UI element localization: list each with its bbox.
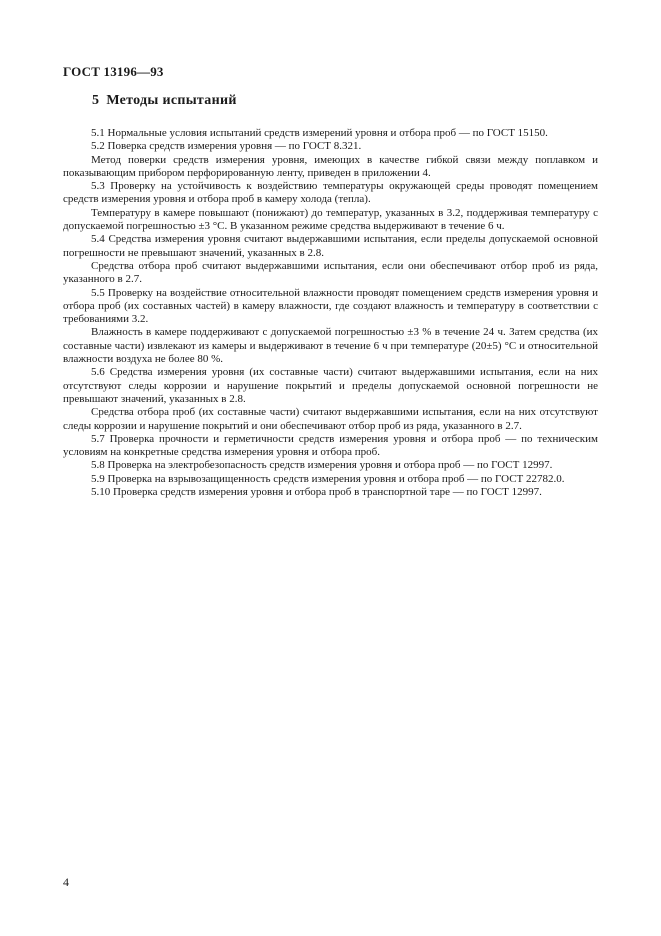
section-heading [92, 93, 237, 109]
paragraph: 5.5 Проверку на воздействие относительной влажности проводят помещением средств измерения уровня и отбора проб (их составных частей) в камеру влажности, где создают влажность и температуру в соответствии с требованиями 3.2. [63, 286, 598, 326]
paragraph: 5.8 Проверка на электробезопасность средств измерения уровня и отбора проб — по ГОСТ 12997. [91, 459, 553, 472]
paragraph: Метод поверки средств измерения уровня, имеющих в качестве гибкой связи между поплавком и показывающим прибором перфорированную ленту, приведен в приложении 4. [63, 153, 598, 179]
section-title-text: Методы испытаний [106, 93, 237, 108]
paragraph: 5.10 Проверка средств измерения уровня и отбора проб в транспортной таре — по ГОСТ 12997. [91, 486, 542, 499]
paragraph: 5.3 Проверку на устойчивость к воздействию температуры окружающей среды проводят помещением средств измерения уровня и отбора проб в камеру холода (тепла). [63, 180, 598, 206]
paragraph: Средства отбора проб (их составные части) считают выдержавшими испытания, если на них отсутствуют следы коррозии и нарушение покрытий и они обеспечивают отбор проб из ряда, указанного в 2.7. [63, 406, 598, 432]
paragraph: Средства отбора проб считают выдержавшими испытания, если они обеспечивают отбор проб из ряда, указанного в 2.7. [63, 259, 598, 286]
paragraph: Влажность в камере поддерживают с допускаемой погрешностью ±3 % в течение 24 ч. Затем средства (их составные части) извлекают из камеры и выдерживают в течение 6 ч при температуре (20±5) °С и относительной влажности воздуха не более 80 %. [63, 326, 598, 366]
paragraph: 5.7 Проверка прочности и герметичности средств измерения уровня и отбора проб — по техническим условиям на конкретные средства измерения уровня и отбора проб. [63, 432, 598, 459]
section-number: 5 [92, 93, 100, 108]
paragraph: 5.1 Нормальные условия испытаний средств измерений уровня и отбора проб — по ГОСТ 15150. [91, 127, 548, 139]
page-number: 4 [63, 875, 69, 889]
paragraph: 5.6 Средства измерения уровня (их составные части) считают выдержавшими испытания, если на них отсутствуют следы коррозии и нарушение покрытий и пределы допускаемой основной погрешности не превышают значений, указанных в 2.8. [63, 366, 598, 405]
paragraph: 5.9 Проверка на взрывозащищенность средств измерения уровня и отбора проб — по ГОСТ 22782.0. [91, 472, 565, 485]
paragraph: 5.4 Средства измерения уровня считают выдержавшими испытания, если пределы допускаемой основной погрешности не превышают значений, указанных в 2.8. [63, 233, 598, 259]
paragraph: Температуру в камере повышают (понижают) до температур, указанных в 3.2, поддерживая температуру с допускаемой погрешностью ±3 °С. В указанном режиме средства выдерживают в течение 6 ч. [63, 206, 598, 233]
document-code-header: ГОСТ 13196—93 [63, 64, 164, 79]
section-body [63, 127, 598, 499]
paragraph: 5.2 Поверка средств измерения уровня — по ГОСТ 8.321. [91, 140, 362, 153]
